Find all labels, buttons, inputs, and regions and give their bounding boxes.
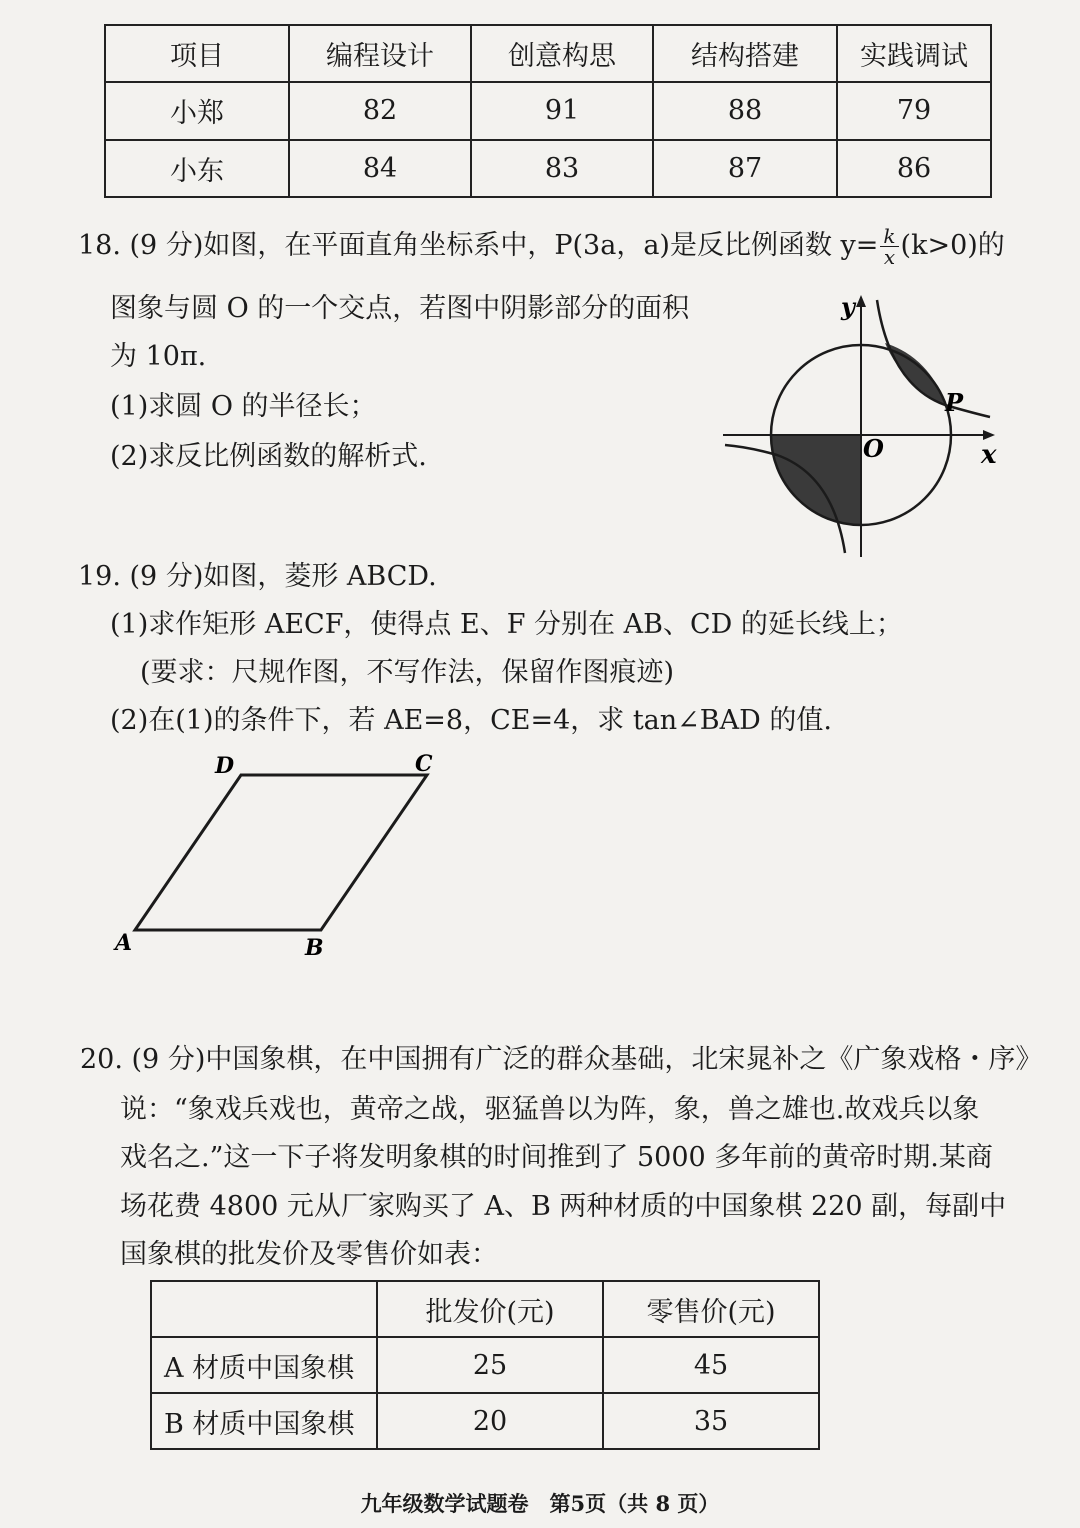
table-cell: A 材质中国象棋 — [151, 1337, 377, 1393]
vertex-label-a: A — [115, 930, 133, 956]
axis-label-y: y — [841, 292, 855, 321]
page-footer: 九年级数学试题卷 第5页（共 8 页） — [360, 1491, 720, 1516]
hyperbola-branch-1 — [877, 300, 990, 417]
q20-line3: 戏名之.”这一下子将发明象棋的时间推到了 5000 多年前的黄帝时期.某商 — [120, 1142, 993, 1173]
table-cell: 86 — [837, 140, 991, 197]
vertex-label-d: D — [215, 753, 235, 779]
table-cell: 小东 — [105, 140, 289, 197]
vertex-label-c: C — [415, 751, 433, 777]
table-header-cell: 批发价(元) — [377, 1281, 603, 1337]
table-cell: 79 — [837, 82, 991, 139]
q20-line5: 国象棋的批发价及零售价如表： — [120, 1239, 498, 1270]
q20-line1: 20. (9 分)中国象棋，在中国拥有广泛的群众基础，北宋晁补之《广象戏格・序》 — [80, 1044, 1043, 1075]
q18-line1 — [78, 226, 1005, 267]
origin-label: O — [863, 434, 884, 463]
table-header-cell — [151, 1281, 377, 1337]
table-cell: 45 — [603, 1337, 819, 1393]
fraction-numerator: k — [880, 226, 898, 247]
q18-line3: 为 10π. — [110, 341, 207, 372]
q18-part2: (2)求反比例函数的解析式. — [110, 441, 427, 472]
table-cell: 20 — [377, 1393, 603, 1449]
rhombus-figure — [105, 745, 455, 965]
q19-line1: 19. (9 分)如图，菱形 ABCD. — [78, 561, 437, 592]
table-header-row — [151, 1281, 819, 1337]
table-cell: B 材质中国象棋 — [151, 1393, 377, 1449]
q18-part1: (1)求圆 O 的半径长； — [110, 391, 377, 422]
q20-line4: 场花费 4800 元从厂家购买了 A、B 两种材质的中国象棋 220 副，每副中 — [120, 1191, 1007, 1222]
y-axis-arrow — [856, 295, 866, 307]
q19-part1: (1)求作矩形 AECF，使得点 E、F 分别在 AB、CD 的延长线上； — [110, 609, 903, 640]
fraction-denominator: x — [883, 245, 896, 269]
table-cell: 小郑 — [105, 82, 289, 139]
point-p-label: P — [945, 388, 964, 417]
table-header-cell: 编程设计 — [289, 25, 471, 82]
x-axis-arrow — [983, 430, 995, 440]
q20-line2: 说：“象戏兵戏也，黄帝之战，驱猛兽以为阵，象，兽之雄也.故戏兵以象 — [120, 1094, 980, 1125]
q18-figure — [715, 285, 1015, 560]
table-header-row — [105, 25, 991, 82]
rhombus-abcd — [135, 775, 427, 930]
table-row — [151, 1337, 819, 1393]
vertex-label-b: B — [305, 935, 324, 961]
table-cell: 25 — [377, 1337, 603, 1393]
q19-part2: (2)在(1)的条件下，若 AE=8，CE=4，求 tan∠BAD 的值. — [110, 705, 832, 736]
table-row — [105, 82, 991, 139]
q18-text: 18. (9 分)如图，在平面直角坐标系中，P(3a，a)是反比例函数 y= — [78, 230, 879, 261]
table-cell: 35 — [603, 1393, 819, 1449]
table-row — [105, 140, 991, 197]
table-cell: 87 — [653, 140, 837, 197]
q19-requirement: (要求：尺规作图，不写作法，保留作图痕迹) — [140, 657, 675, 688]
table-cell: 88 — [653, 82, 837, 139]
price-table — [150, 1280, 820, 1450]
table-cell: 91 — [471, 82, 653, 139]
table-row — [151, 1393, 819, 1449]
q18-line2: 图象与圆 O 的一个交点，若图中阴影部分的面积 — [110, 293, 690, 324]
table-header-cell: 零售价(元) — [603, 1281, 819, 1337]
table-header-cell: 结构搭建 — [653, 25, 837, 82]
table-header-cell: 项目 — [105, 25, 289, 82]
axis-label-x: x — [981, 440, 997, 470]
fraction — [880, 226, 898, 267]
score-table — [104, 24, 992, 198]
table-cell: 82 — [289, 82, 471, 139]
table-cell: 83 — [471, 140, 653, 197]
table-header-cell: 实践调试 — [837, 25, 991, 82]
q18-text: (k>0)的 — [900, 230, 1005, 261]
table-header-cell: 创意构思 — [471, 25, 653, 82]
table-cell: 84 — [289, 140, 471, 197]
